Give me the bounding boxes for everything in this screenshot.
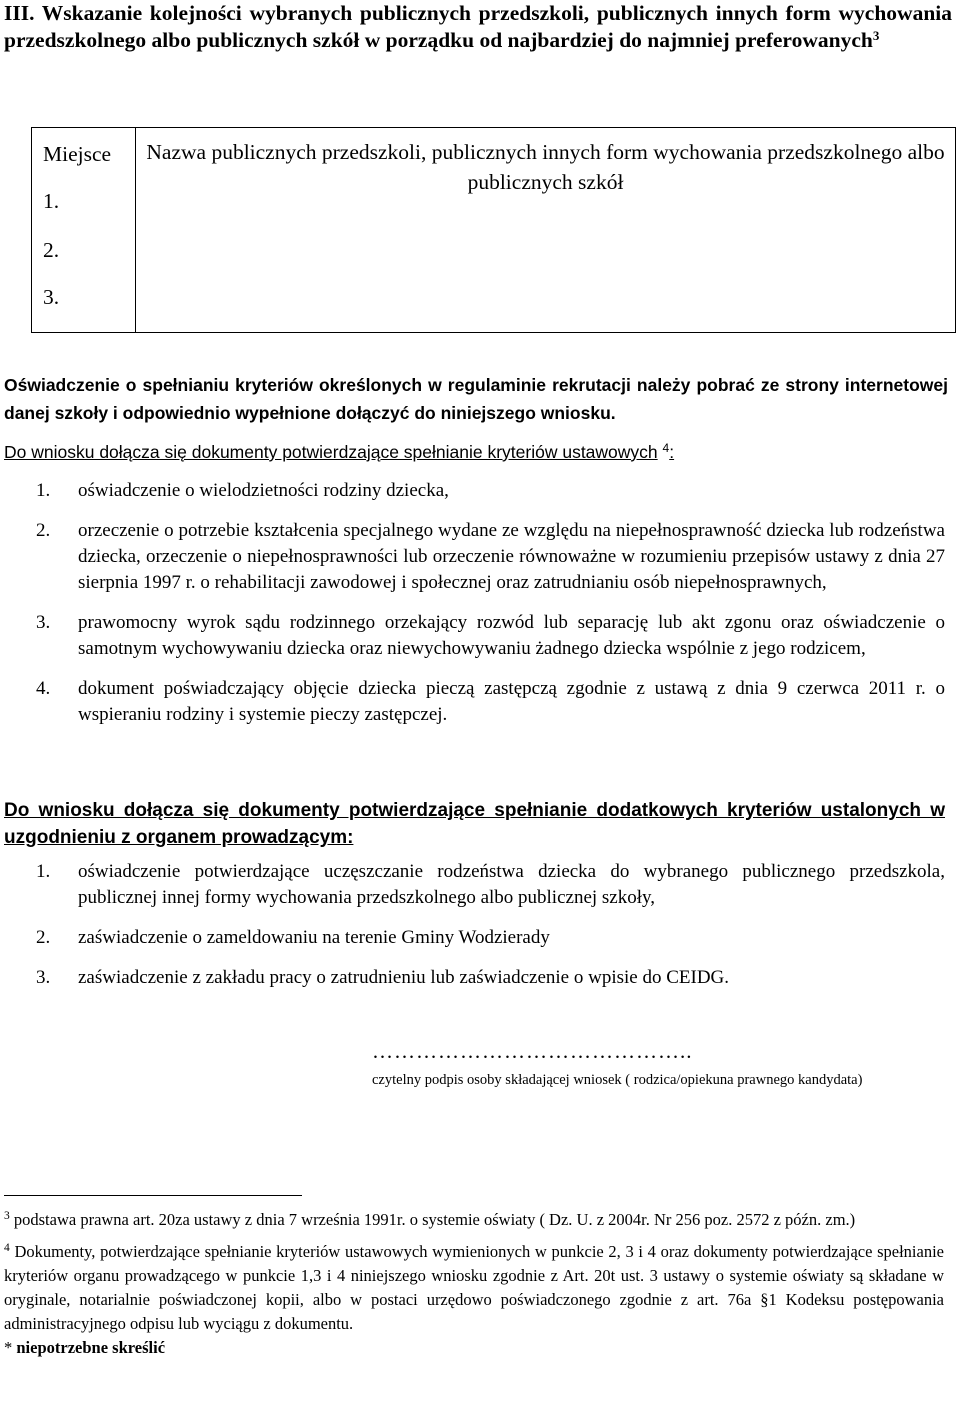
list-item-text: prawomocny wyrok sądu rodzinnego orzekający rozwód lub separację lub akt zgonu oraz oświadczenie o samotnym wychowywaniu dziecka oraz niewychowywaniu żadnego dziecka wspólnie z jego rodzicem, [78, 612, 945, 659]
list-item [4, 478, 945, 504]
statutory-heading-colon: : [669, 442, 675, 462]
list-item-text: zaświadczenie o zameldowaniu na terenie Gminy Wodzierady [78, 927, 550, 948]
list-item [4, 859, 945, 911]
footnote-ref-4: 4 [662, 441, 670, 455]
list-item-text: orzeczenie o potrzebie kształcenia specjalnego wydane ze względu na niepełnosprawność dziecka lub rodzeństwa dziecka, orzeczenie o niepełnosprawności lub orzeczenie równoważne w rozumieniu przepisów ustawy z dnia 27 sierpnia 1997 r. o rehabilitacji zawodowej i społecznej oraz zatrudnianiu osób niepełnosprawnych, [78, 520, 945, 593]
list-item-number: 4. [36, 678, 51, 699]
list-item [4, 610, 945, 662]
footnote-divider [4, 1195, 302, 1196]
place-column-header: Miejsce [43, 142, 112, 166]
list-item-text: zaświadczenie z zakładu pracy o zatrudnieniu lub zaświadczenie o wpisie do CEIDG. [78, 967, 730, 988]
additional-documents-heading: Do wniosku dołącza się dokumenty potwierdzające spełnianie dodatkowych kryteriów ustalonych w uzgodnieniu z organem prowadzącym: [4, 800, 945, 848]
footnote-3 [4, 1208, 944, 1232]
footnote-4 [4, 1240, 944, 1336]
footnote-3-number: 3 [4, 1210, 10, 1222]
additional-documents-list [4, 859, 945, 1005]
list-item [4, 965, 945, 991]
list-item [4, 676, 945, 728]
list-item-number: 1. [36, 480, 51, 501]
list-item-text: oświadczenie o wielodzietności rodziny dziecka, [78, 480, 449, 501]
statutory-documents-heading [4, 438, 948, 466]
place-number-2: 2. [43, 238, 60, 262]
list-item-number: 3. [36, 967, 51, 988]
place-column [32, 128, 136, 333]
section-title [4, 0, 952, 54]
footnote-4-text: Dokumenty, potwierdzające spełnianie kryteriów ustawowych wymienionych w punkcie 2, 3 i 4 oraz dokumenty potwierdzające spełnianie kryteriów organu prowadzącego w punkcie 1,3 i 4 niniejszego wniosku zgodnie z Art. 20t ust. 3 ustawy o systemie oświaty są składane w oryginale, notarialnie poświadczonej kopii, albo w postaci urzędowo poświadczonego zgodnie z art. 76a §1 Kodeksu postępowania administracyjnego odpisu lub wyciągu z dokumentu. [4, 1242, 944, 1333]
signature-caption: czytelny podpis osoby składającej wniosek ( rodzica/opiekuna prawnego kandydata) [372, 1072, 863, 1088]
footnote-ref-3: 3 [872, 28, 880, 43]
signature-line[interactable]: …………………………………….. [372, 1039, 693, 1063]
footnote-star-text: niepotrzebne skreślić [16, 1338, 166, 1357]
statutory-documents-heading-text: Do wniosku dołącza się dokumenty potwierdzające spełnianie kryteriów ustawowych [4, 442, 658, 462]
list-item-number: 3. [36, 612, 51, 633]
statutory-documents-list [4, 478, 945, 742]
footnotes [4, 1208, 944, 1368]
list-item-text: dokument poświadczający objęcie dziecka pieczą zastępczą zgodnie z ustawą z dnia 9 czerwca 2011 r. o wspieraniu rodziny i systemie pieczy zastępczej. [78, 678, 945, 725]
school-name-column-header: Nazwa publicznych przedszkoli, publicznych innych form wychowania przedszkolnego albo publicznych szkół [146, 140, 945, 194]
list-item [4, 518, 945, 596]
place-number-3: 3. [43, 285, 60, 309]
school-name-column[interactable] [136, 128, 956, 333]
list-item [4, 925, 945, 951]
footnote-3-text: podstawa prawna art. 20za ustawy z dnia 7 września 1991r. o systemie oświaty ( Dz. U. z 2004r. Nr 256 poz. 2572 z późn. zm.) [13, 1210, 856, 1229]
preference-table [31, 127, 956, 333]
criteria-statement-note: Oświadczenie o spełnianiu kryteriów określonych w regulaminie rekrutacji należy pobrać ze strony internetowej danej szkoły i odpowiednio wypełnione dołączyć do niniejszego wniosku. [4, 375, 948, 423]
section-title-text: III. Wskazanie kolejności wybranych publicznych przedszkoli, publicznych innych form wychowania przedszkolnego albo publicznych szkół w porządku od najbardziej do najmniej preferowanych [4, 1, 952, 52]
asterisk-mark: * [4, 1338, 13, 1357]
list-item-number: 2. [36, 520, 51, 541]
footnote-4-number: 4 [4, 1242, 10, 1254]
footnote-star [4, 1336, 944, 1360]
list-item-text: oświadczenie potwierdzające uczęszczanie rodzeństwa dziecka do wybranego publicznego przedszkola, publicznej innej formy wychowania przedszkolnego albo publicznej szkoły, [78, 861, 945, 908]
place-number-1: 1. [43, 189, 60, 213]
list-item-number: 1. [36, 861, 51, 882]
list-item-number: 2. [36, 927, 51, 948]
